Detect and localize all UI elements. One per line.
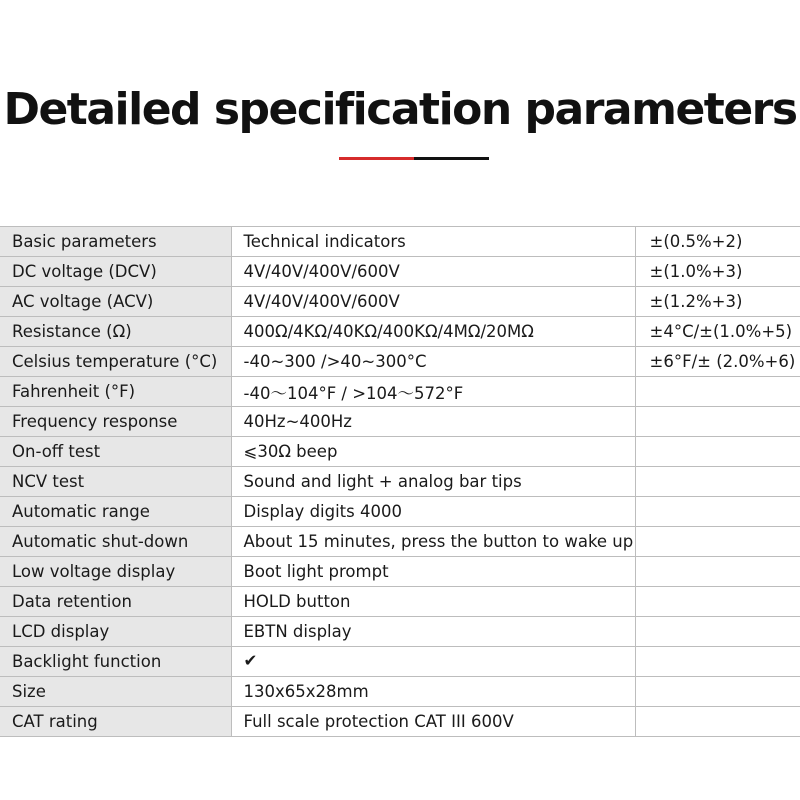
param-label: DC voltage (DCV) [0, 257, 231, 287]
param-label: CAT rating [0, 707, 231, 737]
table-row [0, 467, 800, 497]
param-accuracy [635, 677, 800, 707]
table-row [0, 287, 800, 317]
table-row [0, 227, 800, 257]
param-value: -40~300 />40~300°C [231, 347, 635, 377]
table-row [0, 437, 800, 467]
param-label: Automatic range [0, 497, 231, 527]
page-title: Detailed specification parameters [3, 84, 797, 135]
param-label: NCV test [0, 467, 231, 497]
table-row [0, 407, 800, 437]
param-label: Size [0, 677, 231, 707]
param-accuracy [635, 467, 800, 497]
checkmark-icon: ✔ [231, 647, 635, 677]
param-value: HOLD button [231, 587, 635, 617]
param-label: Automatic shut-down [0, 527, 231, 557]
table-row [0, 317, 800, 347]
param-value: 130x65x28mm [231, 677, 635, 707]
param-accuracy [635, 407, 800, 437]
param-label: Data retention [0, 587, 231, 617]
table-row [0, 347, 800, 377]
underline-red-segment [339, 157, 414, 160]
param-value: 4V/40V/400V/600V [231, 257, 635, 287]
table-row [0, 257, 800, 287]
param-value: Technical indicators [231, 227, 635, 257]
table-row [0, 497, 800, 527]
param-accuracy [635, 497, 800, 527]
param-value: Sound and light + analog bar tips [231, 467, 635, 497]
param-accuracy [635, 647, 800, 677]
param-accuracy: ±(1.2%+3) [635, 287, 800, 317]
table-row [0, 617, 800, 647]
table-row [0, 677, 800, 707]
param-label: Low voltage display [0, 557, 231, 587]
param-accuracy [635, 707, 800, 737]
param-accuracy: ±(1.0%+3) [635, 257, 800, 287]
param-label: AC voltage (ACV) [0, 287, 231, 317]
param-label: Fahrenheit (°F) [0, 377, 231, 407]
param-label: On-off test [0, 437, 231, 467]
spec-table [0, 226, 800, 737]
table-row [0, 557, 800, 587]
param-value: -40～104°F / >104～572°F [231, 377, 635, 407]
param-value: About 15 minutes, press the button to wake up [231, 527, 635, 557]
table-row [0, 647, 800, 677]
underline-black-segment [414, 157, 489, 160]
param-accuracy: ±6°F/± (2.0%+6) [635, 347, 800, 377]
param-value: Boot light prompt [231, 557, 635, 587]
param-value: 4V/40V/400V/600V [231, 287, 635, 317]
param-value: EBTN display [231, 617, 635, 647]
param-value: 400Ω/4KΩ/40KΩ/400KΩ/4MΩ/20MΩ [231, 317, 635, 347]
param-accuracy [635, 587, 800, 617]
title-underline [339, 157, 489, 160]
param-accuracy [635, 617, 800, 647]
table-row [0, 527, 800, 557]
spec-table-body [0, 227, 800, 737]
param-label: LCD display [0, 617, 231, 647]
table-row [0, 587, 800, 617]
param-label: Backlight function [0, 647, 231, 677]
param-value: Display digits 4000 [231, 497, 635, 527]
param-accuracy [635, 557, 800, 587]
param-accuracy [635, 437, 800, 467]
param-value: ⩽30Ω beep [231, 437, 635, 467]
param-accuracy: ±(0.5%+2) [635, 227, 800, 257]
param-label: Resistance (Ω) [0, 317, 231, 347]
param-accuracy [635, 527, 800, 557]
param-value: 40Hz~400Hz [231, 407, 635, 437]
param-label: Frequency response [0, 407, 231, 437]
param-accuracy: ±4°C/±(1.0%+5) [635, 317, 800, 347]
table-row [0, 707, 800, 737]
param-label: Basic parameters [0, 227, 231, 257]
param-value: Full scale protection CAT III 600V [231, 707, 635, 737]
param-accuracy [635, 377, 800, 407]
table-row [0, 377, 800, 407]
param-label: Celsius temperature (°C) [0, 347, 231, 377]
